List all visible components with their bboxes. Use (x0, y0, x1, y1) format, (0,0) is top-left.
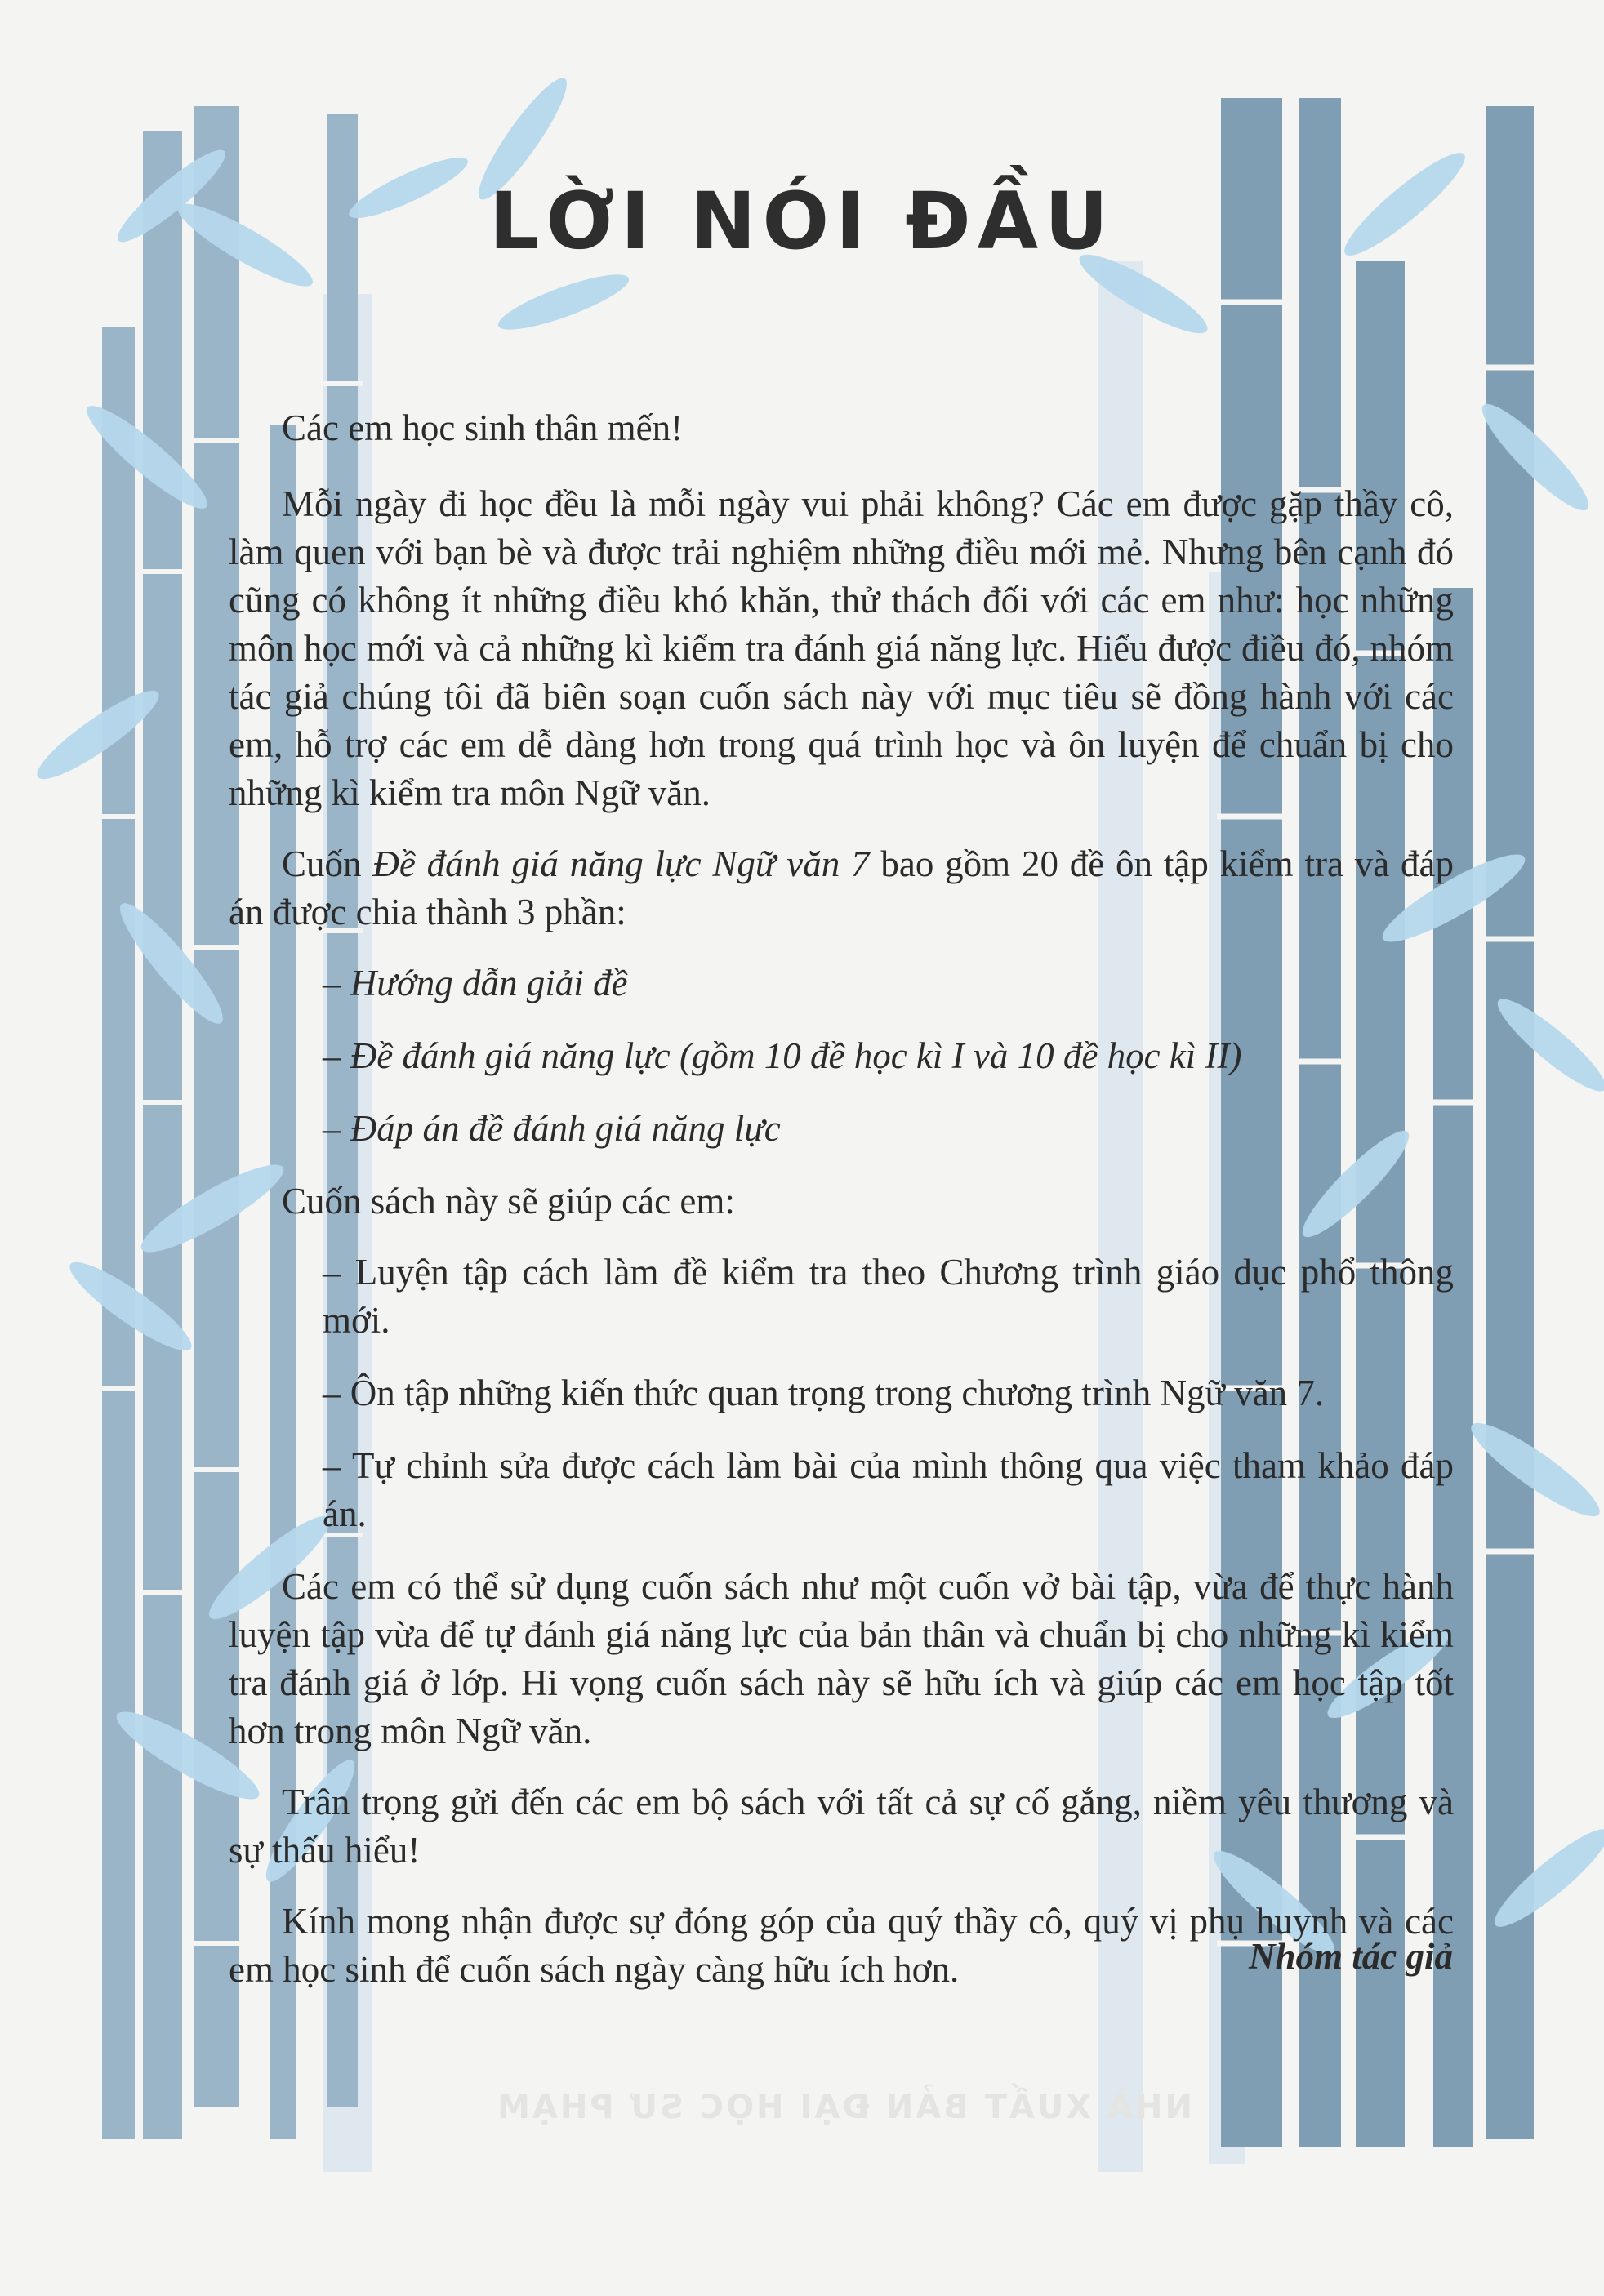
page-title: LỜI NÓI ĐẦU (489, 176, 1115, 267)
book-structure-rest: bao gồm 20 đề ôn tập kiểm tra và đáp án được chia thành 3 phần: (229, 843, 1454, 932)
list-item-part: – Hướng dẫn giải đề (323, 963, 628, 1003)
preface-body (229, 404, 1454, 2017)
paragraph-benefits-intro: Cuốn sách này sẽ giúp các em: (282, 1181, 735, 1221)
book-structure-lead: Cuốn (282, 843, 373, 884)
list-item-benefit: – Tự chỉnh sửa được cách làm bài của mình thông qua việc tham khảo đáp án. (323, 1445, 1454, 1534)
paragraph-feedback: Kính mong nhận được sự đóng góp của quý thầy cô, quý vị phụ huynh và các em học sinh để cuốn sách ngày càng hữu ích hơn. (229, 1901, 1454, 1990)
signature: Nhóm tác giả (1248, 1936, 1453, 1977)
greeting: Các em học sinh thân mến! (282, 407, 684, 448)
list-item-benefit: – Luyện tập cách làm đề kiểm tra theo Chương trình giáo dục phổ thông mới. (323, 1252, 1454, 1341)
paragraph-intro: Mỗi ngày đi học đều là mỗi ngày vui phải không? Các em được gặp thầy cô, làm quen với bạn bè và được trải nghiệm những điều mới mẻ. Nhưng bên cạnh đó cũng có không ít những điều khó khăn, thử thách đối với các em như: học những môn học mới và cả những kì kiểm tra đánh giá năng lực. Hiểu được điều đó, nhóm tác giả chúng tôi đã biên soạn cuốn sách này với mục tiêu sẽ đồng hành với các em, hỗ trợ các em dễ dàng hơn trong quá trình học và ôn luyện để chuẩn bị cho những kì kiểm tra môn Ngữ văn. (229, 483, 1454, 813)
list-item-part: – Đáp án đề đánh giá năng lực (323, 1108, 781, 1149)
publisher-watermark: NHÀ XUẤT BẢN ĐẠI HỌC SƯ PHẠM (495, 2089, 1192, 2126)
paragraph-usage: Các em có thể sử dụng cuốn sách như một cuốn vở bài tập, vừa để thực hành luyện tập vừa để tự đánh giá năng lực của bản thân và chuẩn bị cho những kì kiểm tra đánh giá ở lớp. Hi vọng cuốn sách này sẽ hữu ích và giúp các em học tập tốt hơn trong môn Ngữ văn. (229, 1566, 1454, 1751)
list-item-benefit: – Ôn tập những kiến thức quan trọng trong chương trình Ngữ văn 7. (323, 1373, 1325, 1413)
paragraph-book-structure (229, 840, 1454, 937)
list-item-part: – Đề đánh giá năng lực (gồm 10 đề học kì I và 10 đề học kì II) (323, 1035, 1242, 1076)
book-title: Đề đánh giá năng lực Ngữ văn 7 (372, 843, 870, 884)
paragraph-thanks: Trân trọng gửi đến các em bộ sách với tất cả sự cố gắng, niềm yêu thương và sự thấu hiểu! (229, 1782, 1454, 1871)
